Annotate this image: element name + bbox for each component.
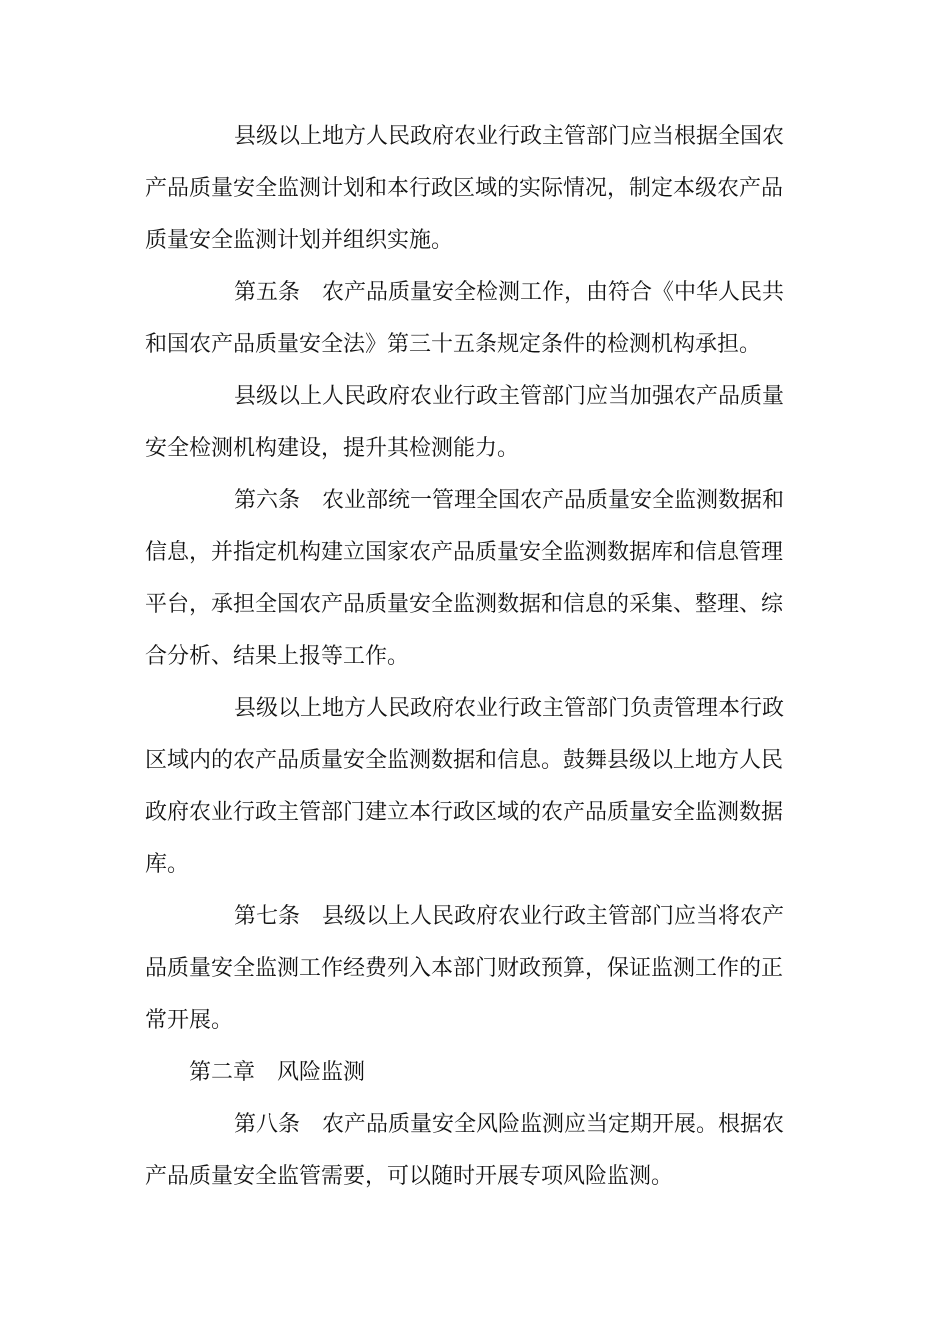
paragraph-line: 常开展。 [145,1008,234,1033]
chapter-heading: 第二章 风险监测 [189,1060,366,1085]
paragraph-line: 县级以上人民政府农业行政主管部门应当加强农产品质量 [234,384,785,409]
paragraph-line: 品质量安全监测工作经费列入本部门财政预算，保证监测工作的正 [145,956,784,981]
paragraph-line: 和国农产品质量安全法》第三十五条规定条件的检测机构承担。 [145,332,762,357]
paragraph-line: 产品质量安全监管需要，可以随时开展专项风险监测。 [145,1164,674,1189]
paragraph-line: 信息，并指定机构建立国家农产品质量安全监测数据库和信息管理 [145,540,784,565]
paragraph-line: 平台，承担全国农产品质量安全监测数据和信息的采集、整理、综 [145,592,784,617]
paragraph-line: 产品质量安全监测计划和本行政区域的实际情况，制定本级农产品 [145,176,784,201]
paragraph-line: 安全检测机构建设，提升其检测能力。 [145,436,520,461]
paragraph-line: 库。 [145,852,190,877]
paragraph-line: 质量安全监测计划并组织实施。 [145,228,454,253]
article-8-line: 第八条 农产品质量安全风险监测应当定期开展。根据农 [234,1112,785,1137]
paragraph-line: 县级以上地方人民政府农业行政主管部门应当根据全国农 [234,124,785,149]
paragraph-line: 区域内的农产品质量安全监测数据和信息。鼓舞县级以上地方人民 [145,748,784,773]
article-6-line: 第六条 农业部统一管理全国农产品质量安全监测数据和 [234,488,785,513]
article-7-line: 第七条 县级以上人民政府农业行政主管部门应当将农产 [234,904,785,929]
article-5-line: 第五条 农产品质量安全检测工作，由符合《中华人民共 [234,280,785,305]
paragraph-line: 合分析、结果上报等工作。 [145,644,410,669]
paragraph-line: 县级以上地方人民政府农业行政主管部门负责管理本行政 [234,696,785,721]
paragraph-line: 政府农业行政主管部门建立本行政区域的农产品质量安全监测数据 [145,800,784,825]
